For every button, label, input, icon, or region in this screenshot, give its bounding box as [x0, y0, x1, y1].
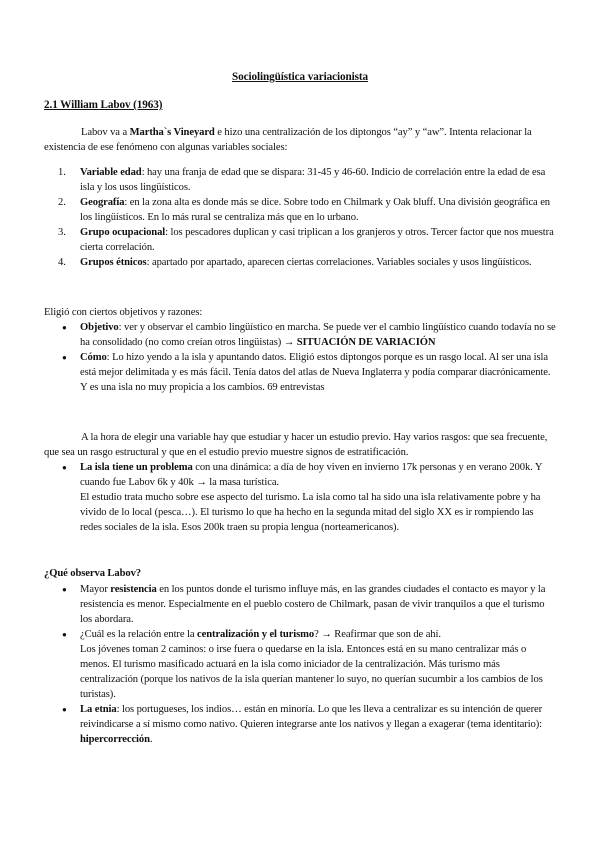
list-item: 4. Grupos étnicos: apartado por apartado, aparecen ciertas correlaciones. Variables sociales y usos lingüísticos. — [58, 257, 532, 268]
bullet-icon: ● — [62, 705, 67, 714]
observa-heading: ¿Qué observa Labov? — [44, 568, 141, 579]
list-item: 2. Geografía: en la zona alta es donde más se dice. Sobre todo en Chilmark y Oak bluff. Una división geográfica en los lingüísticos. En lo más rural se centraliza más que en lo urbano. — [58, 197, 550, 223]
list-item: 1. Variable edad: hay una franja de edad que se dispara: 31-45 y 46-60. Indicio de correlación entre la edad de esa isla y los usos lingüísticos. — [58, 167, 546, 193]
list-item: ● La etnia: los portugueses, los indios… están en minoría. Lo que les lleva a centralizar es su intención de querer reivindicarse a sí mismo como nativo. Quieren integrarse ante los nativos y llegan a exagerar (tema identitario): hipercorrección. — [62, 704, 543, 745]
list-item: ● Mayor resistencia en los puntos donde el turismo influye más, en las grandes ciudades el contacto es mayor y la resistencia es menor. Especialmente en el pueblo costero de Chilmark, pasan de vivir tranquilos a que el turismo los abordara. — [62, 584, 546, 625]
section-heading: 2.1 William Labov (1963) — [44, 99, 163, 111]
list-item: ● La isla tiene un problema con una dinámica: a día de hoy viven en invierno 17k personas y en verano 200k. Y cuando fue Labov 6k y 40k → la masa turística. El estudio trata mucho sobre ese aspecto del turismo. La isla como tal ha sido una isla relativamente pobre y ha vivido de lo local (pesca…). El turismo lo que ha hecho en la segunda mitad del siglo XX es ir rompiendo las redes sociales de la isla. Esos 200k traen su propia lengua (norteamericanos). — [62, 462, 543, 533]
objectives-intro: Eligió con ciertos objetivos y razones: — [44, 307, 203, 318]
island-list — [44, 460, 556, 535]
objectives-list — [44, 320, 556, 395]
bullet-icon: ● — [62, 353, 67, 362]
list-item: ● Cómo: Lo hizo yendo a la isla y apuntando datos. Eligió estos diptongos porque es un rasgo local. Al ser una isla está mejor delimitada y es más fácil. Tenía datos del atlas de Nueva Inglaterra y podía comparar diacrónicamente. Y es una isla no muy propicia a los cambios. 69 entrevistas — [62, 352, 551, 393]
bullet-icon: ● — [62, 630, 67, 639]
list-item: ● ¿Cuál es la relación entre la centralización y el turismo? → Reafirmar que son de ahí. Los jóvenes toman 2 caminos: o irse fuera o quedarse en la isla. Entonces está en su mano centralizar más o menos. El turismo masificado actuará en la isla como iniciador de la centralización. Más turismo más centralización (porque los nativos de la isla querían mantener lo suyo, no querían sucumbir a los cambios de los turistas). — [62, 629, 543, 700]
document-title: Sociolingüística variacionista — [232, 71, 368, 83]
observa-list — [44, 582, 556, 747]
intro-paragraph: Labov va a Martha`s Vineyard e hizo una centralización de los diptongos “ay” y “aw”. Intenta relacionar la existencia de ese fenómeno con algunas variables sociales: — [44, 127, 532, 153]
bullet-icon: ● — [62, 323, 67, 332]
variable-paragraph: A la hora de elegir una variable hay que estudiar y hacer un estudio previo. Hay varios rasgos: que sea frecuente, que sea un rasgo estructural y que en el estudio previo muestre signos de estratificación. — [44, 432, 548, 458]
list-item: ● Objetivo: ver y observar el cambio lingüístico en marcha. Se puede ver el cambio lingüístico cuando todavía no se ha consolidado (no como creían otros lingüistas) → SITUACIÓN DE VARIACIÓN — [62, 322, 556, 348]
variables-list — [44, 165, 556, 270]
bullet-icon: ● — [62, 463, 67, 472]
bullet-icon: ● — [62, 585, 67, 594]
list-item: 3. Grupo ocupacional: los pescadores duplican y casi triplican a los granjeros y otros. Tercer factor que nos muestra cierta correlación. — [58, 227, 554, 253]
